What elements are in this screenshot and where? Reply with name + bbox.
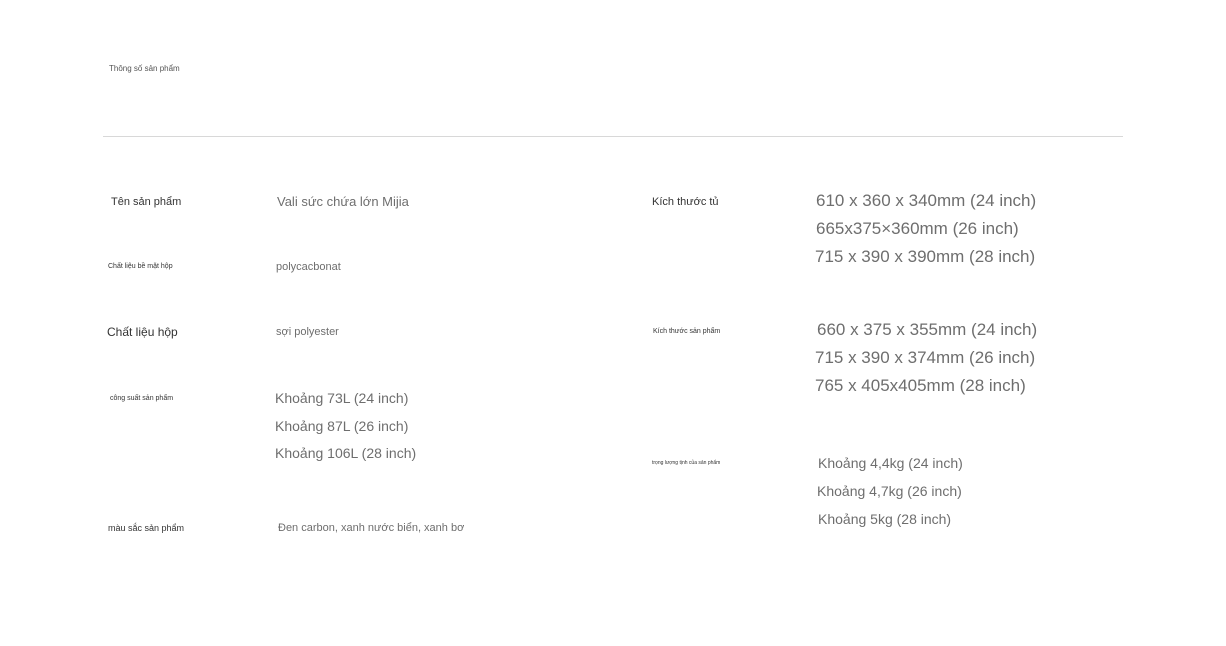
- spec-label-cabinet-size: Kích thước tủ: [652, 196, 719, 208]
- spec-label-box-material: Chất liệu hộp: [107, 325, 178, 339]
- spec-value-surface-material: polycacbonat: [276, 261, 341, 273]
- spec-label-product-name: Tên sản phẩm: [111, 196, 182, 208]
- spec-value-cabinet-size-24: 610 x 360 x 340mm (24 inch): [816, 191, 1037, 210]
- spec-value-product-size-26: 715 x 390 x 374mm (26 inch): [815, 348, 1036, 367]
- spec-label-color: màu sắc sản phẩm: [108, 523, 185, 533]
- header-divider: [103, 136, 1123, 137]
- spec-value-cabinet-size-26: 665x375×360mm (26 inch): [816, 219, 1019, 238]
- spec-value-net-weight-24: Khoảng 4,4kg (24 inch): [818, 455, 963, 471]
- spec-value-color: Đen carbon, xanh nước biển, xanh bơ: [278, 522, 465, 534]
- spec-value-net-weight-28: Khoảng 5kg (28 inch): [818, 511, 952, 527]
- page-title: Thông số sản phẩm: [109, 64, 180, 73]
- spec-value-cabinet-size-28: 715 x 390 x 390mm (28 inch): [815, 247, 1036, 266]
- spec-label-capacity: công suất sản phẩm: [110, 395, 174, 402]
- spec-value-capacity-26: Khoảng 87L (26 inch): [275, 418, 409, 434]
- spec-value-product-name: Vali sức chứa lớn Mijia: [277, 194, 409, 209]
- spec-value-capacity-24: Khoảng 73L (24 inch): [275, 390, 409, 406]
- spec-value-product-size-28: 765 x 405x405mm (28 inch): [815, 376, 1026, 395]
- spec-value-product-size-24: 660 x 375 x 355mm (24 inch): [817, 320, 1038, 339]
- spec-value-capacity-28: Khoảng 106L (28 inch): [275, 445, 417, 461]
- spec-value-box-material: sợi polyester: [276, 326, 339, 338]
- spec-label-surface-material: Chất liệu bề mặt hộp: [108, 263, 173, 270]
- spec-value-net-weight-26: Khoảng 4,7kg (26 inch): [817, 483, 962, 499]
- spec-label-product-size: Kích thước sản phẩm: [653, 328, 721, 335]
- spec-label-net-weight: trọng lượng tịnh của sản phẩm: [652, 460, 721, 466]
